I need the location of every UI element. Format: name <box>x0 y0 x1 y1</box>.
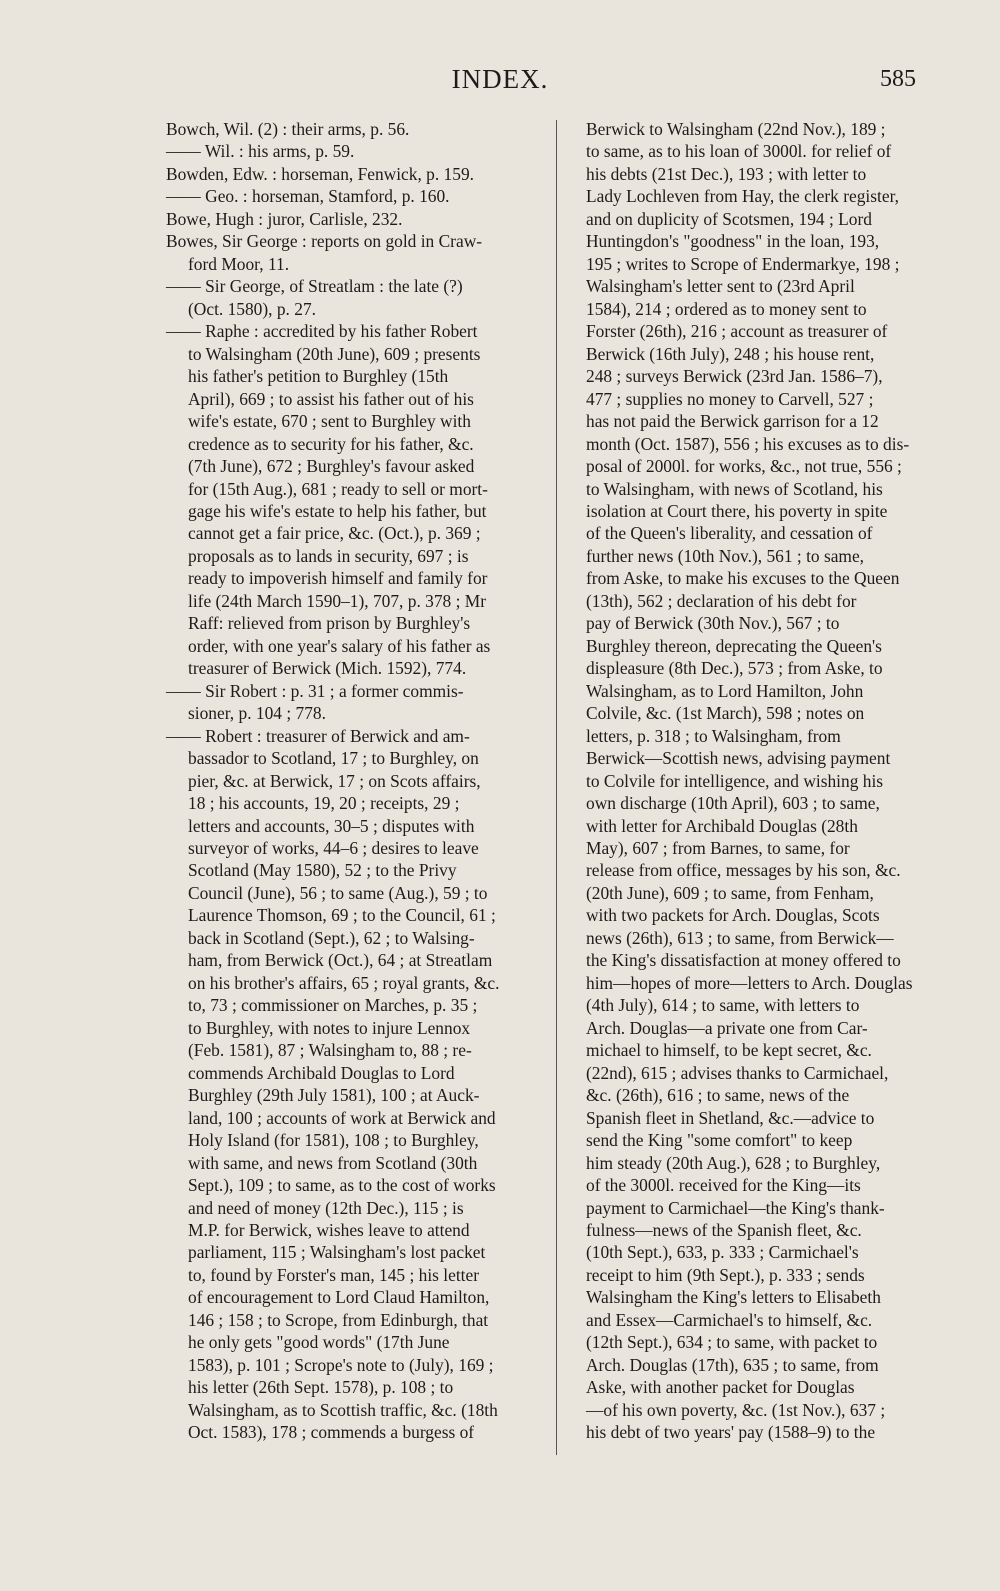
index-line: Berwick (16th July), 248 ; his house rent, <box>586 343 875 364</box>
index-line: his letter (26th Sept. 1578), p. 108 ; to <box>188 1377 454 1398</box>
index-line: with two packets for Arch. Douglas, Scots <box>586 905 880 926</box>
index-line: he only gets "good words" (17th June <box>188 1332 450 1353</box>
index-line: Burghley (29th July 1581), 100 ; at Auck- <box>188 1085 480 1106</box>
index-line: Bowes, Sir George : reports on gold in Craw- <box>166 231 483 252</box>
right-column <box>586 118 938 1444</box>
index-line: 146 ; 158 ; to Scrope, from Edinburgh, that <box>188 1309 489 1330</box>
index-line: Burghley thereon, deprecating the Queen's <box>586 635 882 656</box>
index-line: fulness—news of the Spanish fleet, &c. <box>586 1219 862 1240</box>
index-line: to Burghley, with notes to injure Lennox <box>188 1017 471 1038</box>
index-line: from Aske, to make his excuses to the Queen <box>586 568 900 589</box>
index-line: of encouragement to Lord Claud Hamilton, <box>188 1287 490 1308</box>
index-line: displeasure (8th Dec.), 573 ; from Aske, to <box>586 658 883 679</box>
index-line: (12th Sept.), 634 ; to same, with packet to <box>586 1332 878 1353</box>
index-line: Aske, with another packet for Douglas <box>586 1377 855 1398</box>
index-line: —— Geo. : horseman, Stamford, p. 160. <box>166 186 450 207</box>
index-line: posal of 2000l. for works, &c., not true, 556 ; <box>586 456 902 477</box>
index-line: Walsingham the King's letters to Elisabeth <box>586 1287 881 1308</box>
index-line: —— Wil. : his arms, p. 59. <box>166 141 355 162</box>
index-line: land, 100 ; accounts of work at Berwick and <box>188 1107 496 1128</box>
index-line: 248 ; surveys Berwick (23rd Jan. 1586–7), <box>586 366 883 387</box>
index-line: —— Robert : treasurer of Berwick and am- <box>166 725 470 746</box>
index-line: to, found by Forster's man, 145 ; his letter <box>188 1264 480 1285</box>
index-line: Forster (26th), 216 ; account as treasurer of <box>586 321 888 342</box>
index-line: further news (10th Nov.), 561 ; to same, <box>586 545 865 566</box>
index-line: send the King "some comfort" to keep <box>586 1130 853 1151</box>
index-line: his debt of two years' pay (1588–9) to the <box>586 1422 876 1443</box>
index-line: &c. (26th), 616 ; to same, news of the <box>586 1085 850 1106</box>
index-line: his father's petition to Burghley (15th <box>188 366 449 387</box>
index-line: Berwick to Walsingham (22nd Nov.), 189 ; <box>586 119 886 139</box>
index-line: Scotland (May 1580), 52 ; to the Privy <box>188 860 457 881</box>
column-divider <box>556 120 557 1455</box>
index-line: order, with one year's salary of his father as <box>188 635 491 656</box>
index-line: treasurer of Berwick (Mich. 1592), 774. <box>188 658 467 679</box>
index-line: isolation at Court there, his poverty in spite <box>586 500 888 521</box>
index-line: to same, as to his loan of 3000l. for relief of <box>586 141 892 162</box>
index-line: him steady (20th Aug.), 628 ; to Burghley, <box>586 1152 881 1173</box>
index-line: Walsingham's letter sent to (23rd April <box>586 276 855 297</box>
index-line: to, 73 ; commissioner on Marches, p. 35 ; <box>188 995 478 1016</box>
index-line: on his brother's affairs, 65 ; royal grants, &c. <box>188 972 500 993</box>
index-line: to Walsingham, with news of Scotland, his <box>586 478 883 499</box>
index-line: with letter for Archibald Douglas (28th <box>586 815 858 836</box>
index-line: —— Raphe : accredited by his father Robert <box>166 321 478 342</box>
index-line: commends Archibald Douglas to Lord <box>188 1062 455 1083</box>
index-line: and Essex—Carmichael's to himself, &c. <box>586 1309 873 1330</box>
index-line: to Walsingham (20th June), 609 ; presents <box>188 343 481 364</box>
index-line: M.P. for Berwick, wishes leave to attend <box>188 1219 470 1240</box>
index-line: Colvile, &c. (1st March), 598 ; notes on <box>586 703 865 724</box>
index-line: payment to Carmichael—the King's thank- <box>586 1197 885 1218</box>
index-line: 1584), 214 ; ordered as to money sent to <box>586 298 867 319</box>
index-line: (13th), 562 ; declaration of his debt for <box>586 590 857 611</box>
index-line: for (15th Aug.), 681 ; ready to sell or mort- <box>188 478 488 499</box>
index-line: 18 ; his accounts, 19, 20 ; receipts, 29 ; <box>188 793 460 814</box>
index-line: month (Oct. 1587), 556 ; his excuses as to dis- <box>586 433 910 454</box>
index-line: Walsingham, as to Lord Hamilton, John <box>586 680 864 701</box>
index-line: 477 ; supplies no money to Carvell, 527 ; <box>586 388 874 409</box>
index-line: sioner, p. 104 ; 778. <box>188 703 326 724</box>
index-line: letters, p. 318 ; to Walsingham, from <box>586 725 841 746</box>
index-line: cannot get a fair price, &c. (Oct.), p. 369 ; <box>188 523 481 544</box>
index-line: (20th June), 609 ; to same, from Fenham, <box>586 882 874 903</box>
index-line: with same, and news from Scotland (30th <box>188 1152 478 1173</box>
index-line: (4th July), 614 ; to same, with letters to <box>586 995 860 1016</box>
index-line: Bowden, Edw. : horseman, Fenwick, p. 159. <box>166 163 474 184</box>
index-line: him—hopes of more—letters to Arch. Douglas <box>586 972 913 993</box>
index-line: (22nd), 615 ; advises thanks to Carmichael, <box>586 1062 889 1083</box>
page-number: 585 <box>880 66 916 92</box>
index-line: ready to impoverish himself and family for <box>188 568 488 589</box>
index-line: pier, &c. at Berwick, 17 ; on Scots affairs, <box>188 770 481 791</box>
index-line: Arch. Douglas (17th), 635 ; to same, from <box>586 1354 879 1375</box>
index-line: —— Sir George, of Streatlam : the late (?) <box>166 276 463 297</box>
index-line: of the Queen's liberality, and cessation of <box>586 523 873 544</box>
index-line: and on duplicity of Scotsmen, 194 ; Lord <box>586 208 872 229</box>
index-line: ham, from Berwick (Oct.), 64 ; at Streatlam <box>188 950 493 971</box>
index-line: own discharge (10th April), 603 ; to same, <box>586 793 880 814</box>
index-line: Arch. Douglas—a private one from Car- <box>586 1017 868 1038</box>
index-line: of the 3000l. received for the King—its <box>586 1175 861 1196</box>
index-line: —— Sir Robert : p. 31 ; a former commis- <box>166 680 464 701</box>
index-line: and need of money (12th Dec.), 115 ; is <box>188 1197 464 1218</box>
index-line: proposals as to lands in security, 697 ; is <box>188 545 469 566</box>
index-line: —of his own poverty, &c. (1st Nov.), 637 ; <box>586 1399 886 1420</box>
index-line: Raff: relieved from prison by Burghley's <box>188 613 471 634</box>
index-line: the King's dissatisfaction at money offered to <box>586 950 901 971</box>
index-line: Sept.), 109 ; to same, as to the cost of works <box>188 1175 496 1196</box>
index-line: Holy Island (for 1581), 108 ; to Burghley, <box>188 1130 479 1151</box>
index-line: May), 607 ; from Barnes, to same, for <box>586 838 850 858</box>
index-line: Oct. 1583), 178 ; commends a burgess of <box>188 1422 475 1443</box>
index-line: bassador to Scotland, 17 ; to Burghley, on <box>188 748 479 769</box>
index-line: to Colvile for intelligence, and wishing his <box>586 770 884 791</box>
index-line: michael to himself, to be kept secret, &c. <box>586 1040 872 1061</box>
index-line: April), 669 ; to assist his father out of his <box>188 388 474 409</box>
index-line: receipt to him (9th Sept.), p. 333 ; sends <box>586 1264 865 1285</box>
index-line: wife's estate, 670 ; sent to Burghley with <box>188 411 471 432</box>
index-line: surveyor of works, 44–6 ; desires to leave <box>188 838 479 858</box>
index-line: parliament, 115 ; Walsingham's lost packet <box>188 1242 486 1263</box>
index-line: gage his wife's estate to help his father, but <box>188 500 487 521</box>
index-line: Spanish fleet in Shetland, &c.—advice to <box>586 1107 875 1128</box>
index-line: life (24th March 1590–1), 707, p. 378 ; Mr <box>188 590 487 611</box>
index-line: 195 ; writes to Scrope of Endermarkye, 198 ; <box>586 253 900 274</box>
index-line: has not paid the Berwick garrison for a 12 <box>586 411 879 432</box>
index-line: letters and accounts, 30–5 ; disputes with <box>188 815 475 836</box>
index-line: Council (June), 56 ; to same (Aug.), 59 ; to <box>188 882 488 903</box>
index-line: (Oct. 1580), p. 27. <box>188 298 316 319</box>
index-line: pay of Berwick (30th Nov.), 567 ; to <box>586 613 840 634</box>
index-line: (10th Sept.), 633, p. 333 ; Carmichael's <box>586 1242 859 1263</box>
index-line: ford Moor, 11. <box>188 253 290 274</box>
index-line: his debts (21st Dec.), 193 ; with letter to <box>586 163 867 184</box>
index-line: Huntingdon's "goodness" in the loan, 193, <box>586 231 880 252</box>
index-line: Laurence Thomson, 69 ; to the Council, 61 ; <box>188 905 496 926</box>
index-line: Bowch, Wil. (2) : their arms, p. 56. <box>166 119 410 139</box>
index-line: Bowe, Hugh : juror, Carlisle, 232. <box>166 208 403 229</box>
index-line: (7th June), 672 ; Burghley's favour asked <box>188 456 475 477</box>
index-line: 1583), p. 101 ; Scrope's note to (July), 169 ; <box>188 1354 494 1375</box>
left-column <box>166 118 538 1444</box>
index-line: back in Scotland (Sept.), 62 ; to Walsing- <box>188 927 475 948</box>
index-line: news (26th), 613 ; to same, from Berwick— <box>586 927 894 948</box>
index-line: credence as to security for his father, &c. <box>188 433 474 454</box>
index-line: Lady Lochleven from Hay, the clerk register, <box>586 186 900 207</box>
page-title: INDEX. <box>451 64 549 94</box>
index-line: Walsingham, as to Scottish traffic, &c. (18th <box>188 1399 498 1420</box>
index-line: release from office, messages by his son, &c. <box>586 860 901 881</box>
index-line: (Feb. 1581), 87 ; Walsingham to, 88 ; re- <box>188 1040 472 1061</box>
index-line: Berwick—Scottish news, advising payment <box>586 748 891 769</box>
